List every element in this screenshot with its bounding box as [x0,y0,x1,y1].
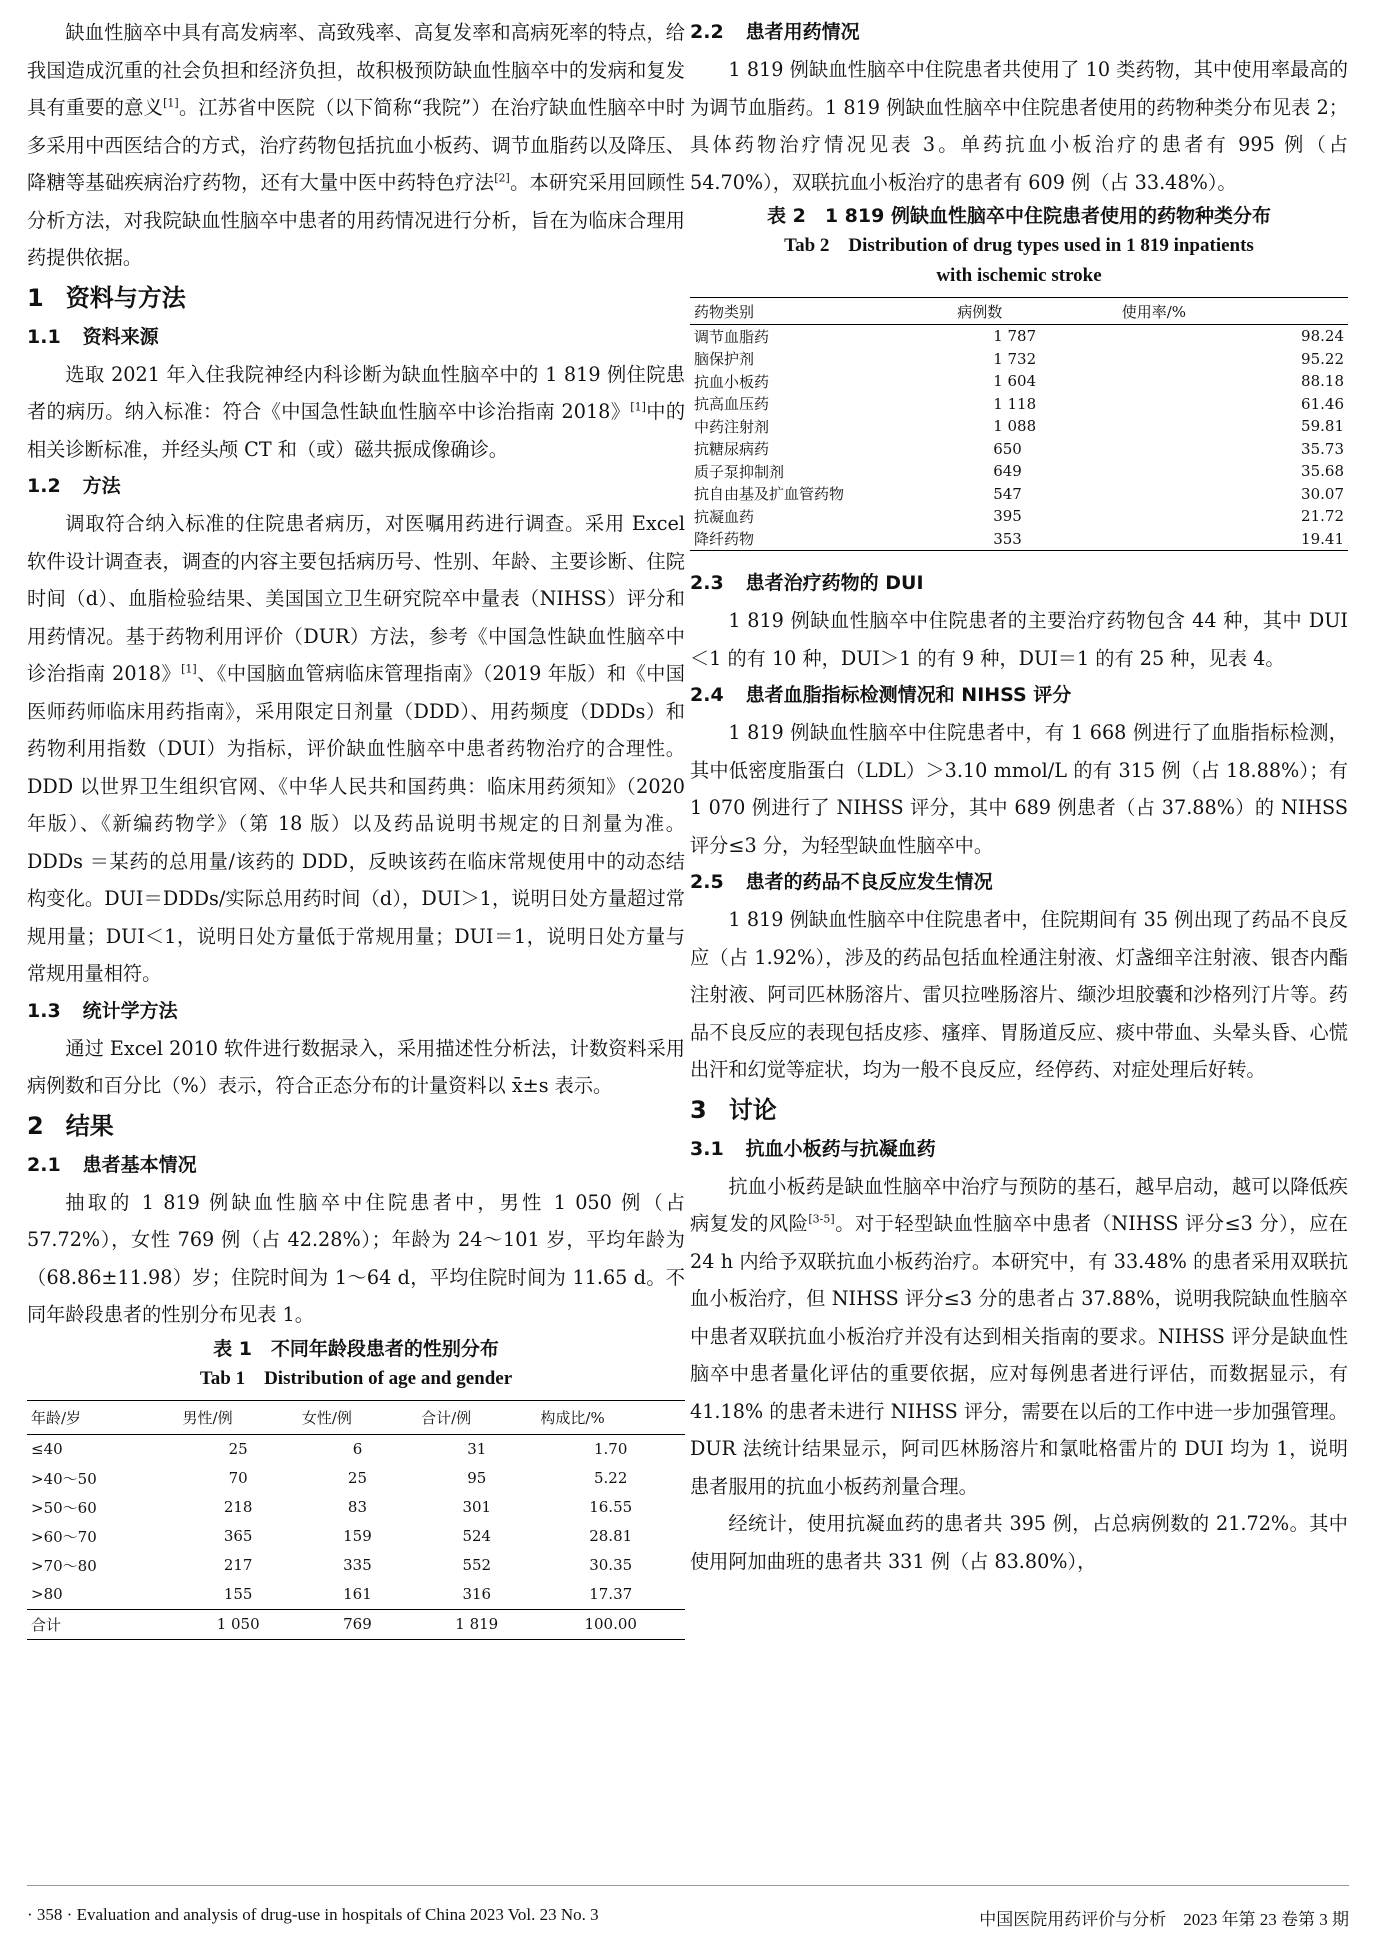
table-row [27,1580,685,1610]
table-cell: 1 088 [993,417,1037,436]
table-cell: >60～70 [31,1527,97,1546]
table-cell: 88.18 [1301,372,1344,391]
table-cell: 30.35 [589,1556,633,1574]
table-cell: 316 [462,1585,492,1603]
table-cell: 25 [347,1469,367,1487]
table-row [690,483,1348,506]
table-row [27,1464,685,1493]
table-2-header: 病例数 [953,298,1118,325]
table-1-header: 女性/例 [298,1400,417,1434]
table-1 [27,1400,685,1640]
table-cell: 100.00 [536,1609,685,1639]
table-cell: 31 [467,1440,487,1458]
section-2-1-paragraph: 抽取的 1 819 例缺血性脑卒中住院患者中，男性 1 050 例（占 57.72%），女性 769 例（占 42.28%）；年龄为 24～101 岁，平均年龄为（68.86±11.98）岁；住院时间为 1～64 d，平均住院时间为 11.65 d。不同年龄段患者的性别分布见表 1。 [27,1190,685,1326]
table-cell: 17.37 [589,1585,633,1603]
table-row [690,438,1348,461]
table-cell: 16.55 [589,1498,633,1516]
table-cell: 25 [228,1440,248,1458]
section-2-5-heading: 2.5 患者的药品不良反应发生情况 [690,871,993,893]
section-3-1-paragraph: 抗血小板药是缺血性脑卒中治疗与预防的基石，越早启动，越可以降低疾病复发的风险[3-5]。对于轻型缺血性脑卒中患者（NIHSS 评分≤3 分），应在 24 h 内给予双联抗血小板药治疗。本研究中，有 33.48% 的患者采用双联抗血小板治疗，但 NIHSS 评分≤3 分的患者占 37.88%，说明我院缺血性脑卒中患者双联抗血小板治疗并没有达到相关指南的要求。NIHSS 评分是缺血性脑卒中患者量化评估的重要依据，应对每例患者进行评估，而数据显示，有 41.18% 的患者未进行 NIHSS 评分，需要在以后的工作中进一步加强管理。DUR 法统计结果显示，阿司匹林肠溶片和氯吡格雷片的 DUI 均为 1，说明患者服用的抗血小板药剂量合理。 [690,1174,1348,1498]
footer-right: 中国医院用药评价与分析 2023 年第 23 卷第 3 期 [979,1910,1349,1929]
table-cell: 1.70 [594,1440,628,1458]
table-cell: 合计 [27,1609,179,1639]
table-cell: >40～50 [31,1469,97,1488]
table-cell: 335 [343,1556,372,1574]
table-2-header: 使用率/% [1118,298,1348,325]
table-2-caption-en-line2: with ischemic stroke [936,265,1102,286]
table-cell: >80 [31,1585,63,1603]
table-cell: 1 787 [993,327,1037,346]
table-cell: 365 [223,1527,253,1545]
table-row [27,1493,685,1522]
table-cell: 552 [462,1556,492,1574]
section-2-5-paragraph: 1 819 例缺血性脑卒中住院患者中，住院期间有 35 例出现了药品不良反应（占 1.92%），涉及的药品包括血栓通注射液、灯盏细辛注射液、银杏内酯注射液、阿司匹林肠溶片、雷贝拉唑肠溶片、缬沙坦胶囊和沙格列汀片等。药品不良反应的表现包括皮疹、瘙痒、胃肠道反应、痰中带血、头晕头昏、心慌出汗和幻觉等症状，均为一般不良反应，经停药、对症处理后好转。 [690,908,1348,1081]
section-2-4-paragraph: 1 819 例缺血性脑卒中住院患者中，有 1 668 例进行了血脂指标检测，其中低密度脂蛋白（LDL）＞3.10 mmol/L 的有 315 例（占 18.88%）；有 1 070 例进行了 NIHSS 评分，其中 689 例患者（占 37.88%）的 NIHSS 评分≤3 分，为轻型缺血性脑卒中。 [690,721,1348,857]
table-cell: 抗凝血药 [694,507,755,526]
table-cell: 降纤药物 [690,528,953,551]
table-cell: 83 [347,1498,367,1516]
table-2-caption: 表 2 1 819 例缺血性脑卒中住院患者使用的药物种类分布 [767,205,1271,227]
table-cell: 5.22 [594,1469,628,1487]
section-1-1-paragraph: 选取 2021 年入住我院神经内科诊断为缺血性脑卒中的 1 819 例住院患者的病历。纳入标准：符合《中国急性缺血性脑卒中诊治指南 2018》[1]中的相关诊断标准，并经头颅 CT 和（或）磁共振成像确诊。 [27,362,686,461]
table-row [690,528,1348,551]
table-cell: 6 [352,1440,363,1458]
section-2-1-heading: 2.1 患者基本情况 [27,1153,197,1176]
table-row [690,460,1348,483]
table-1-header: 年龄/岁 [27,1400,179,1434]
table-cell: 28.81 [589,1527,633,1545]
table-cell: 35.73 [1301,439,1344,458]
table-cell: 155 [223,1585,253,1603]
table-cell: 1 604 [993,372,1037,391]
section-1-heading: 1 资料与方法 [27,283,186,312]
table-cell: 159 [343,1527,372,1545]
table-cell: ≤40 [31,1440,63,1458]
table-cell: 1 819 [417,1609,536,1639]
table-cell: >50～60 [31,1498,97,1517]
table-2-caption-en: Tab 2 Distribution of drug types used in 1 819 inpatients [784,235,1254,256]
table-row [690,325,1348,348]
table-row [27,1522,685,1551]
section-3-heading: 3 讨论 [690,1095,777,1124]
table-cell: 161 [343,1585,372,1603]
table-cell: 769 [298,1609,417,1639]
table-cell: 35.68 [1301,462,1344,481]
table-cell: >70～80 [31,1556,97,1575]
table-cell: 1 050 [179,1609,298,1639]
table-cell: 218 [223,1498,253,1516]
table-cell: 抗血小板药 [694,372,770,391]
table-cell: 脑保护剂 [694,350,755,369]
section-1-3-heading: 1.3 统计学方法 [27,999,178,1022]
section-2-3-paragraph: 1 819 例缺血性脑卒中住院患者的主要治疗药物包含 44 种，其中 DUI＜1 的有 10 种，DUI＞1 的有 9 种，DUI＝1 的有 25 种，见表 4。 [690,609,1348,670]
table-cell: 19.41 [1118,528,1348,551]
footer-rule [27,1885,1349,1886]
intro-paragraph: 缺血性脑卒中具有高发病率、高致残率、高复发率和高病死率的特点，给我国造成沉重的社会负担和经济负担，故积极预防缺血性脑卒中的发病和复发具有重要的意义[1]。江苏省中医院（以下简称“我院”）在治疗缺血性脑卒中时多采用中西医结合的方式，治疗药物包括抗血小板药、调节血脂药以及降压、降糖等基础疾病治疗药物，还有大量中医中药特色疗法[2]。本研究采用回顾性分析方法，对我院缺血性脑卒中患者的用药情况进行分析，旨在为临床合理用药提供依据。 [27,21,685,269]
section-2-2-heading: 2.2 患者用药情况 [690,21,860,43]
table-row [690,348,1348,371]
table-row [27,1434,685,1464]
table-cell: 抗高血压药 [694,395,770,414]
table-1-header: 构成比/% [536,1400,685,1434]
table-cell: 547 [993,484,1022,503]
table-1-caption-en: Tab 1 Distribution of age and gender [199,1367,513,1389]
table-cell: 30.07 [1301,484,1344,503]
table-cell: 98.24 [1301,327,1344,346]
footer-left: · 358 · Evaluation and analysis of drug-use in hospitals of China 2023 Vol. 23 No. 3 [27,1905,599,1924]
table-1-caption: 表 1 不同年龄段患者的性别分布 [213,1337,499,1360]
left-column [27,14,685,1640]
table-row [690,505,1348,528]
section-2-3-heading: 2.3 患者治疗药物的 DUI [690,572,924,594]
table-1-header: 男性/例 [179,1400,298,1434]
table-cell: 217 [223,1556,253,1574]
table-cell: 649 [993,462,1022,481]
table-cell: 301 [462,1498,492,1516]
table-cell: 质子泵抑制剂 [694,462,785,481]
section-2-2-paragraph: 1 819 例缺血性脑卒中住院患者共使用了 10 类药物，其中使用率最高的为调节血脂药。1 819 例缺血性脑卒中住院患者使用的药物种类分布见表 2；具体药物治疗情况见表 3。单药抗血小板治疗的患者有 995 例（占 54.70%），双联抗血小板治疗的患者有 609 例（占 33.48%）。 [690,58,1348,194]
table-total-row [27,1609,685,1639]
table-cell: 95.22 [1301,349,1344,368]
table-2-header: 药物类别 [690,298,953,325]
table-cell: 70 [228,1469,248,1487]
section-3-1-heading: 3.1 抗血小板药与抗凝血药 [690,1137,936,1160]
table-cell: 524 [462,1527,492,1545]
table-cell: 650 [993,439,1022,458]
section-1-2-paragraph: 调取符合纳入标准的住院患者病历，对医嘱用药进行调查。采用 Excel 软件设计调查表，调查的内容主要包括病历号、性别、年龄、主要诊断、住院时间（d）、血脂检验结果、美国国立卫生研究院卒中量表（NIHSS）评分和用药情况。基于药物利用评价（DUR）方法，参考《中国急性缺血性脑卒中诊治指南 2018》[1]、《中国脑血管病临床管理指南》（2019 年版）和《中国医师药师临床用药指南》，采用限定日剂量（DDD）、用药频度（DDDs）和药物利用指数（DUI）为指标，评价缺血性脑卒中患者药物治疗的合理性。DDD 以世界卫生组织官网、《中华人民共和国药典：临床用药须知》（2020 年版）、《新编药物学》（第 18 版）以及药品说明书规定的日剂量为准。DDDs ＝某药的总用量/该药的 DDD，反映该药在临床常规使用中的动态结构变化。DUI＝DDDs/实际总用药时间（d），DUI＞1，说明日处方量超过常规用量；DUI＜1，说明日处方量低于常规用量；DUI＝1，说明日处方量与常规用量相符。 [27,512,685,985]
table-cell: 调节血脂药 [694,327,770,346]
table-cell: 1 732 [993,349,1037,368]
table-1-header: 合计/例 [417,1400,536,1434]
right-column [690,14,1348,1580]
table-row [690,370,1348,393]
table-cell: 59.81 [1301,417,1344,436]
table-cell: 95 [467,1469,487,1487]
table-cell: 21.72 [1301,507,1344,526]
table-cell: 1 118 [993,394,1037,413]
table-row [690,415,1348,438]
section-1-2-heading: 1.2 方法 [27,475,121,497]
table-cell: 395 [993,507,1022,526]
section-3-1-paragraph-2: 经统计，使用抗凝血药的患者共 395 例，占总病例数的 21.72%。其中使用阿加曲班的患者共 331 例（占 83.80%）， [690,1512,1348,1573]
table-row [27,1551,685,1580]
section-2-heading: 2 结果 [27,1111,114,1140]
table-2 [690,297,1348,551]
table-row [690,393,1348,416]
table-cell: 抗自由基及扩血管药物 [694,485,845,504]
section-1-3-paragraph: 通过 Excel 2010 软件进行数据录入，采用描述性分析法，计数资料采用病例数和百分比（%）表示，符合正态分布的计量资料以 x̄±s 表示。 [27,1036,685,1097]
section-2-4-heading: 2.4 患者血脂指标检测情况和 NIHSS 评分 [690,684,1072,706]
table-cell: 抗糖尿病药 [694,440,770,459]
section-1-1-heading: 1.1 资料来源 [27,325,159,348]
table-cell: 61.46 [1301,394,1344,413]
table-cell: 中药注射剂 [694,417,770,436]
table-cell: 353 [953,528,1118,551]
